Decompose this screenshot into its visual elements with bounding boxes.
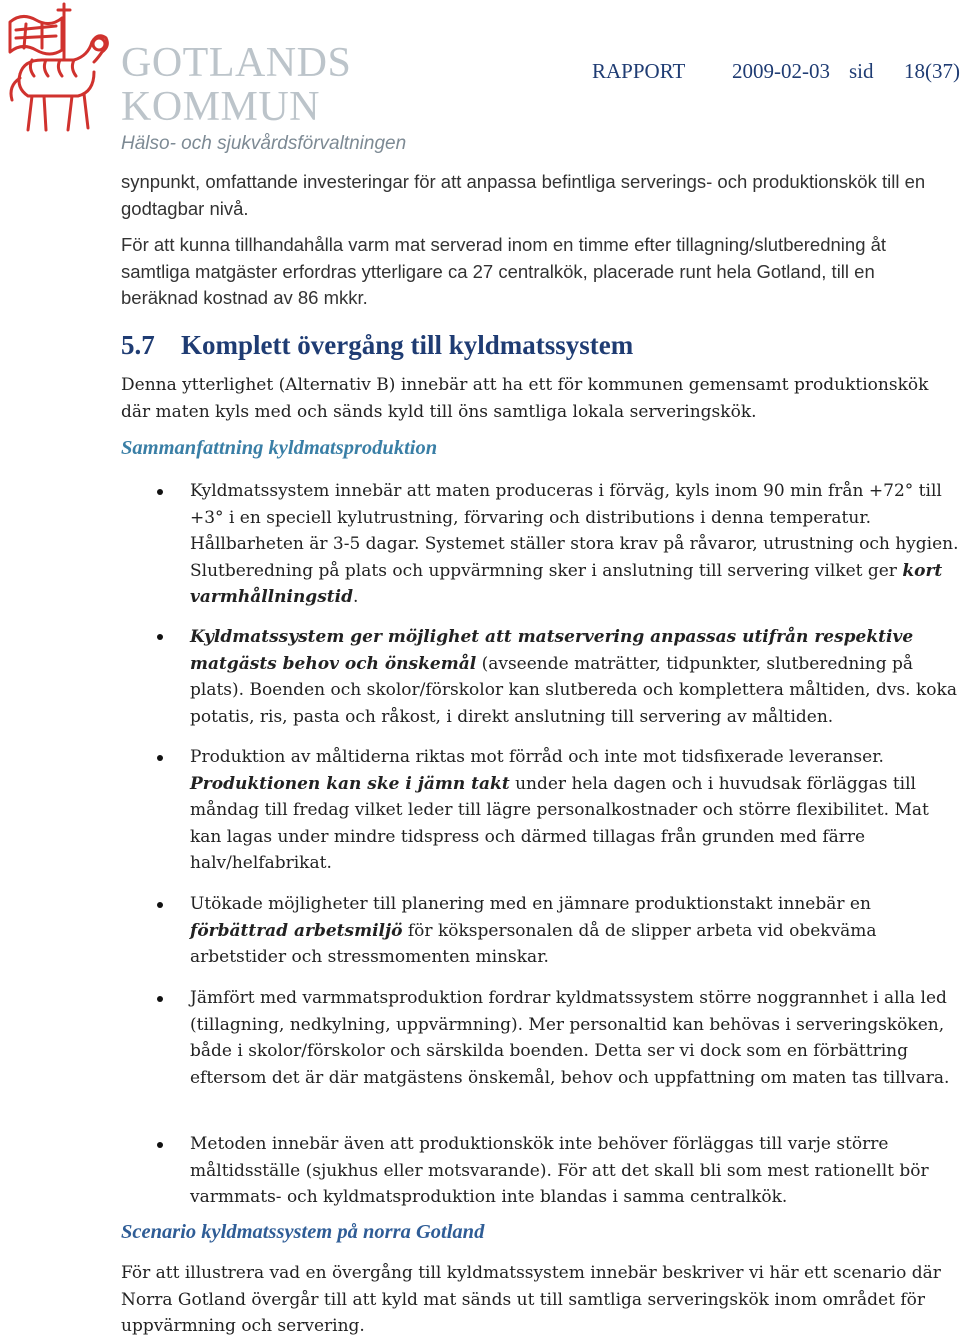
bullet-1-end: . <box>352 587 359 607</box>
report-date: 2009-02-03 <box>732 59 830 83</box>
bullet-marker <box>157 996 163 1002</box>
org-name-line1: GOTLANDS <box>121 40 352 86</box>
summary-heading: Sammanfattning kyldmatsproduktion <box>121 437 438 459</box>
section-heading <box>121 330 633 361</box>
department-name: Hälso- och sjukvårdsförvaltningen <box>121 133 407 154</box>
page-label: sid <box>849 59 874 83</box>
scenario-heading: Scenario kyldmatssystem på norra Gotland <box>121 1221 485 1243</box>
bullet-item-5: Jämfört med varmmatsproduktion fordrar kyldmatssystem större noggrannhet i alla led (tillagning, nedkylning, uppvärmning). Mer personaltid kan behövas i serveringsköken, både i skolor/förskolor och särskilda boenden. Detta ser vi dock som en förbättring eftersom det är där matgästens önskemål, behov och uppfattning om maten tas tillvara. <box>190 988 950 1088</box>
section-number: 5.7 <box>121 330 155 360</box>
bullet-4-emphasis: förbättrad arbetsmiljö <box>190 920 403 941</box>
bullet-item-4 <box>190 891 960 971</box>
bullet-4-text-1: Utökade möjligheter till planering med en jämnare produktionstakt innebär en <box>190 894 871 914</box>
intro-paragraph-2: För att kunna tillhandahålla varm mat serverad inom en timme efter tillagning/slutberedning åt samtliga matgäster erfordras ytterligare ca 27 centralkök, placerade runt hela Gotland, till en beräknad kostnad av 86 mkkr. <box>121 234 887 308</box>
bullet-3-emphasis: Produktionen kan ske i jämn takt <box>190 773 510 794</box>
gotland-ram-logo-icon <box>2 2 114 140</box>
intro-paragraph-1: synpunkt, omfattande investeringar för att anpassa befintliga serverings- och produktionskök till en godtagbar nivå. <box>121 171 926 219</box>
bullet-marker <box>157 902 163 908</box>
bullet-1-text: Kyldmatssystem innebär att maten produceras i förväg, kyls inom 90 min från +72° till +3° i en speciell kylutrustning, förvaring och distributions i denna temperatur. Hållbarheten är 3-5 dagar. Systemet ställer stora krav på råvaror, utrustning och hygien. Slutberedning på plats och uppvärmning sker i anslutning till servering vilket ger <box>190 481 959 581</box>
bullet-3-text-1: Produktion av måltiderna riktas mot förråd och inte mot tidsfixerade leveranser. <box>190 747 884 767</box>
bullet-2-text: (avseende maträtter, tidpunkter, slutberedning på plats). Boenden och skolor/förskolor kan slutbereda och komplettera måltiden, dvs. koka potatis, ris, pasta och råkost, i direkt anslutning till servering av måltiden. <box>190 653 957 727</box>
bullet-marker <box>157 634 163 640</box>
bullet-marker <box>157 755 163 761</box>
section-title: Komplett övergång till kyldmatssystem <box>181 330 634 360</box>
closing-paragraph: För att illustrera vad en övergång till kyldmatssystem innebär beskriver vi här ett scenario där Norra Gotland övergår till att kyld mat sänds ut till samtliga serveringskök inom området för uppvärmning och servering. <box>121 1263 941 1336</box>
bullet-3-text-2: under hela dagen och i huvudsak förläggas till måndag till fredag vilket leder till lägre personalkostnader och större flexibilitet. Mat kan lagas under mindre tidspress och därmed tillagas från grunden med färre halv/helfabrikat. <box>190 773 929 873</box>
bullet-item-2 <box>190 624 960 730</box>
bullet-item-3 <box>190 744 960 877</box>
page-number: 18(37) <box>904 59 960 83</box>
bullet-1-emphasis: kort varmhållningstid <box>190 560 943 607</box>
report-label: RAPPORT <box>592 59 686 83</box>
bullet-2-emphasis: Kyldmatssystem ger möjlighet att matservering anpassas utifrån respektive matgästs behov och önskemål <box>190 627 914 674</box>
bullet-item-1 <box>190 478 960 611</box>
bullet-marker <box>157 1142 163 1148</box>
org-name-line2: KOMMUN <box>121 84 321 130</box>
bullet-4-text-2: för kökspersonalen då de slipper arbeta vid obekväma arbetstider och stressmomenten minskar. <box>190 920 877 967</box>
section-paragraph: Denna ytterlighet (Alternativ B) innebär att ha ett för kommunen gemensamt produktionskök där maten kyls med och sänds kyld till öns samtliga lokala serveringskök. <box>121 375 929 422</box>
bullet-item-6: Metoden innebär även att produktionskök inte behöver förläggas till varje större måltidsställe (sjukhus eller motsvarande). För att det skall bli som mest rationellt bör varmmats- och kyldmatsproduktion inte blandas i samma centralkök. <box>190 1134 929 1207</box>
bullet-marker <box>157 489 163 495</box>
